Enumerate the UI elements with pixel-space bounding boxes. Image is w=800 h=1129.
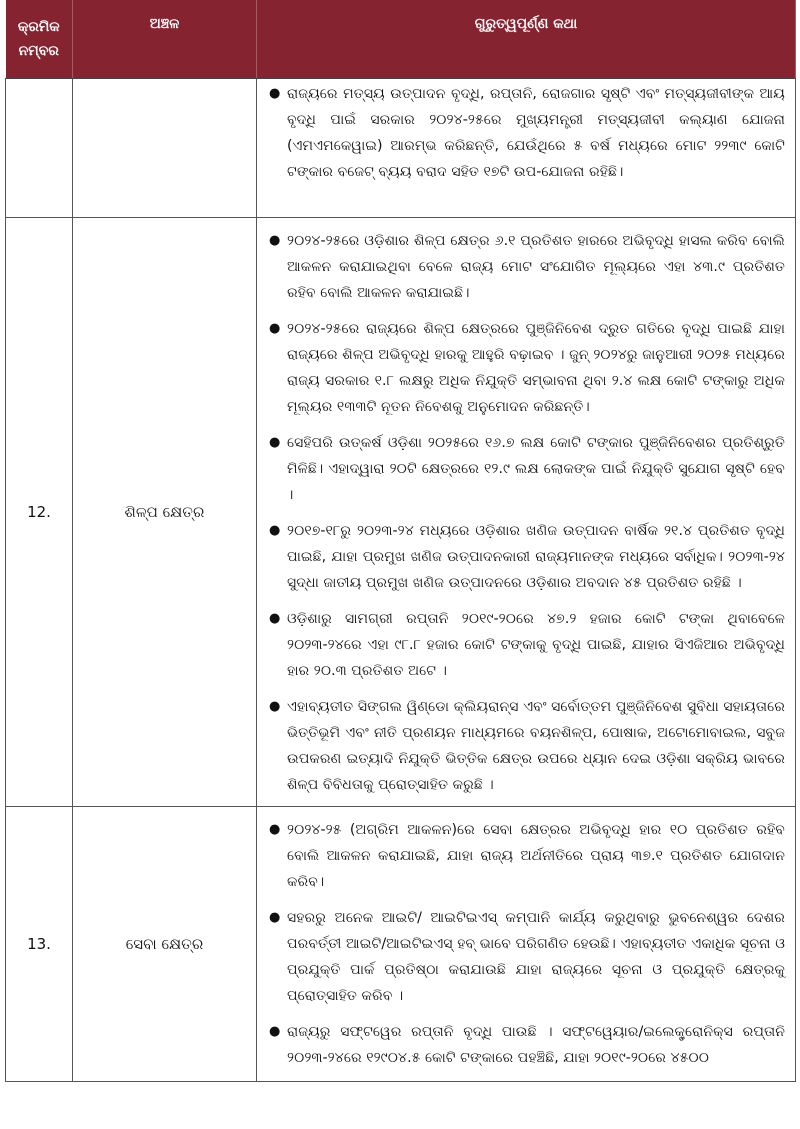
header-area: ଅଞ୍ଚଳ xyxy=(73,0,257,79)
point-text: ଏହାବ୍ୟତୀତ ସିଙ୍ଗଲ ୱିଣ୍ଡୋ କ୍ଲିୟରାନ୍ସ ଏବଂ ସର୍ବୋତ୍ତମ ପୁଞ୍ଜିନିବେଶ ସୁବିଧା ସହାୟତାରେ ଭିତ୍ତିଭୂମି ଏବଂ ନୀତି ପ୍ରଣୟନ ମାଧ୍ୟମରେ ବୟନଶିଳ୍ପ, ପୋଷାକ, ଅଟୋମୋବାଇଲ, ସବୁଜ ଉପକରଣ ଇତ୍ୟାଦି ନିଯୁକ୍ତି ଭିତ୍ତିକ କ୍ଷେତ୍ର ଉପରେ ଧ୍ୟାନ ଦେଇ ଓଡ଼ିଶା ସକ୍ରିୟ ଭାବରେ ଶିଳ୍ପ ବିବିଧତାକୁ ପ୍ରୋତ୍ସାହିତ କରୁଛି । xyxy=(287,699,785,793)
header-serial-number xyxy=(6,0,73,79)
list-item xyxy=(257,430,785,508)
row-area xyxy=(73,79,257,218)
table-header-row xyxy=(6,0,796,79)
point-text: ସହରରୁ ଅନେକ ଆଇଟି/ ଆଇଟିଇଏସ୍ କମ୍ପାନି କାର୍ଯ୍ୟ କରୁଥିବାରୁ ଭୁବନେଶ୍ୱର ଦେଶର ପରବର୍ତ୍ତୀ ଆଇଟି/ଆଇଟିଇଏସ୍ ହବ୍ ଭାବେ ପରିଗଣିତ ହେଉଛି। ଏହାବ୍ୟତୀତ ଏକାଧିକ ସୂଚନା ଓ ପ୍ରଯୁକ୍ତି ପାର୍କ ପ୍ରତିଷ୍ଠା କରାଯାଉଛି ଯାହା ରାଜ୍ୟରେ ସୂଚନା ଓ ପ୍ରଯୁକ୍ତି କ୍ଷେତ୍ରକୁ ପ୍ରୋତ୍ସାହିତ କରିବ । xyxy=(287,910,785,1004)
table-row xyxy=(6,218,796,807)
row-area: ଶିଳ୍ପ କ୍ଷେତ୍ର xyxy=(73,218,257,807)
bullet-icon: ● xyxy=(269,86,281,101)
row-number: 12. xyxy=(6,218,73,807)
row-area: ସେବା କ୍ଷେତ୍ର xyxy=(73,807,257,1082)
point-text: ୨୦୨୪-୨୫ (ଅଗ୍ରିମ ଆକଳନ)ରେ ସେବା କ୍ଷେତ୍ରର ଅଭିବୃଦ୍ଧି ହାର ୧୦ ପ୍ରତିଶତ ରହିବ ବୋଲି ଆକଳନ କରାଯାଇଛି, ଯାହା ରାଜ୍ୟ ଅର୍ଥନୀତିରେ ପ୍ରାୟ ୩୭.୧ ପ୍ରତିଶତ ଯୋଗଦାନ କରିବ। xyxy=(287,822,785,890)
list-item xyxy=(257,694,785,798)
bullet-icon: ● xyxy=(269,523,281,538)
point-text: ରାଜ୍ୟରୁ ସଫ୍ଟୱେର ରପ୍ତାନି ବୃଦ୍ଧି ପାଉଛି । ସଫ୍ଟୱେୟାର/ଇଲେକ୍ଟ୍ରୋନିକ୍ସ ରପ୍ତାନି ୨୦୨୩-୨୪ରେ ୧୨୯୦୪.୫ କୋଟି ଟଙ୍କାରେ ପହଞ୍ଚିଛି, ଯାହା ୨୦୧୯-୨୦ରେ ୪୫୦୦ xyxy=(287,1024,785,1066)
list-item xyxy=(257,316,785,420)
bullet-icon: ● xyxy=(269,435,281,450)
list-item xyxy=(257,817,785,895)
summary-table xyxy=(5,0,796,1082)
row-number xyxy=(6,79,73,218)
bullet-icon: ● xyxy=(269,822,281,837)
bullet-icon: ● xyxy=(269,233,281,248)
bullet-icon: ● xyxy=(269,321,281,336)
list-item xyxy=(257,518,785,596)
list-item xyxy=(257,905,785,1009)
header-key-points: ଗୁରୁତ୍ୱପୂର୍ଣ୍ଣ କଥା xyxy=(257,0,796,79)
point-text: ୨୦୨୪-୨୫ରେ ରାଜ୍ୟରେ ଶିଳ୍ପ କ୍ଷେତ୍ରରେ ପୁଞ୍ଜିନିବେଶ ଦ୍ରୁତ ଗତିରେ ବୃଦ୍ଧି ପାଇଛି ଯାହା ରାଜ୍ୟରେ ଶିଳ୍ପ ଅଭିବୃଦ୍ଧି ହାରକୁ ଆହୁରି ବଢ଼ାଇବ । ଜୁନ୍ ୨୦୨୪ରୁ ଜାନୁଆରୀ ୨୦୨୫ ମଧ୍ୟରେ ରାଜ୍ୟ ସରକାର ୧.୮ ଲକ୍ଷରୁ ଅଧିକ ନିଯୁକ୍ତି ସମ୍ଭାବନା ଥିବା ୨.୪ ଲକ୍ଷ କୋଟି ଟଙ୍କାରୁ ଅଧିକ ମୂଲ୍ୟର ୧୩୩ଟି ନୂତନ ନିବେଶକୁ ଅନୁମୋଦନ କରିଛନ୍ତି। xyxy=(287,321,785,415)
list-item xyxy=(257,1019,785,1071)
bullet-icon: ● xyxy=(269,910,281,925)
point-text: ସେହିପରି ଉତ୍କର୍ଷ ଓଡ଼ିଶା ୨୦୨୫ରେ ୧୬.୭ ଲକ୍ଷ କୋଟି ଟଙ୍କାର ପୁଞ୍ଜିନିବେଶର ପ୍ରତିଶ୍ରୁତି ମିଳିଛି। ଏହାଦ୍ୱାରା ୨୦ଟି କ୍ଷେତ୍ରରେ ୧୨.୯ ଲକ୍ଷ ଲୋକଙ୍କ ପାଇଁ ନିଯୁକ୍ତି ସୁଯୋଗ ସୃଷ୍ଟି ହେବ । xyxy=(287,435,785,503)
list-item xyxy=(257,606,785,684)
row-points xyxy=(257,79,796,218)
point-text: ୨୦୧୭-୧୮ରୁ ୨୦୨୩-୨୪ ମଧ୍ୟରେ ଓଡ଼ିଶାର ଖଣିଜ ଉତ୍ପାଦନ ବାର୍ଷିକ ୨୧.୪ ପ୍ରତିଶତ ବୃଦ୍ଧି ପାଇଛି, ଯାହା ପ୍ରମୁଖ ଖଣିଜ ଉତ୍ପାଦନକାରୀ ରାଜ୍ୟମାନଙ୍କ ମଧ୍ୟରେ ସର୍ବାଧିକ। ୨୦୨୩-୨୪ ସୁଦ୍ଧା ଜାତୀୟ ପ୍ରମୁଖ ଖଣିଜ ଉତ୍ପାଦନରେ ଓଡ଼ିଶାର ଅବଦାନ ୪୫ ପ୍ରତିଶତ ରହିଛି । xyxy=(287,523,785,591)
point-text: ୨୦୨୪-୨୫ରେ ଓଡ଼ିଶାର ଶିଳ୍ପ କ୍ଷେତ୍ର ୬.୧ ପ୍ରତିଶତ ହାରରେ ଅଭିବୃଦ୍ଧି ହାସଲ କରିବ ବୋଲି ଆକଳନ କରାଯାଇଥିବା ବେଳେ ରାଜ୍ୟ ମୋଟ ସଂଯୋଗିତ ମୂଲ୍ୟରେ ଏହା ୪୩.୯ ପ୍ରତିଶତ ରହିବ ବୋଲି ଆକଳନ କରାଯାଇଛି। xyxy=(287,233,785,301)
row-points xyxy=(257,218,796,807)
table-row xyxy=(6,79,796,218)
point-text: ରାଜ୍ୟରେ ମତ୍ସ୍ୟ ଉତ୍ପାଦନ ବୃଦ୍ଧି, ରପ୍ତାନି, ରୋଜଗାର ସୃଷ୍ଟି ଏବଂ ମତ୍ସ୍ୟଜୀବୀଙ୍କ ଆୟ ବୃଦ୍ଧି ପାଇଁ ସରକାର ୨୦୨୪-୨୫ରେ ମୁଖ୍ୟମନ୍ତ୍ରୀ ମତ୍ସ୍ୟଜୀବୀ କଲ୍ୟାଣ ଯୋଜନା (ଏମଏମକେୱାଇ) ଆରମ୍ଭ କରିଛନ୍ତି, ଯେଉଁଥିରେ ୫ ବର୍ଷ ମଧ୍ୟରେ ମୋଟ ୨୨୩୯ କୋଟି ଟଙ୍କାର ବଜେଟ୍ ବ୍ୟୟ ବରାଦ ସହିତ ୧୭ଟି ଉପ-ଯୋଜନା ରହିଛି। xyxy=(287,86,785,180)
bullet-icon: ● xyxy=(269,699,281,714)
header-serial-line1: କ୍ରମିକ xyxy=(17,19,60,35)
point-text: ଓଡ଼ିଶାରୁ ସାମଗ୍ରୀ ରପ୍ତାନି ୨୦୧୯-୨୦ରେ ୪୭.୨ ହଜାର କୋଟି ଟଙ୍କା ଥିବାବେଳେ ୨୦୨୩-୨୪ରେ ଏହା ୯୮.୮ ହଜାର କୋଟି ଟଙ୍କାକୁ ବୃଦ୍ଧି ପାଇଛି, ଯାହାର ସିଏଜିଆର ଅଭିବୃଦ୍ଧି ହାର ୨୦.୩ ପ୍ରତିଶତ ଅଟେ । xyxy=(287,611,785,679)
header-serial-line2: ନମ୍ବର xyxy=(18,43,59,59)
bullet-icon: ● xyxy=(269,611,281,626)
row-points xyxy=(257,807,796,1082)
row-number: 13. xyxy=(6,807,73,1082)
bullet-icon: ● xyxy=(269,1024,281,1039)
table-row xyxy=(6,807,796,1082)
list-item xyxy=(257,228,785,306)
list-item xyxy=(257,81,785,185)
